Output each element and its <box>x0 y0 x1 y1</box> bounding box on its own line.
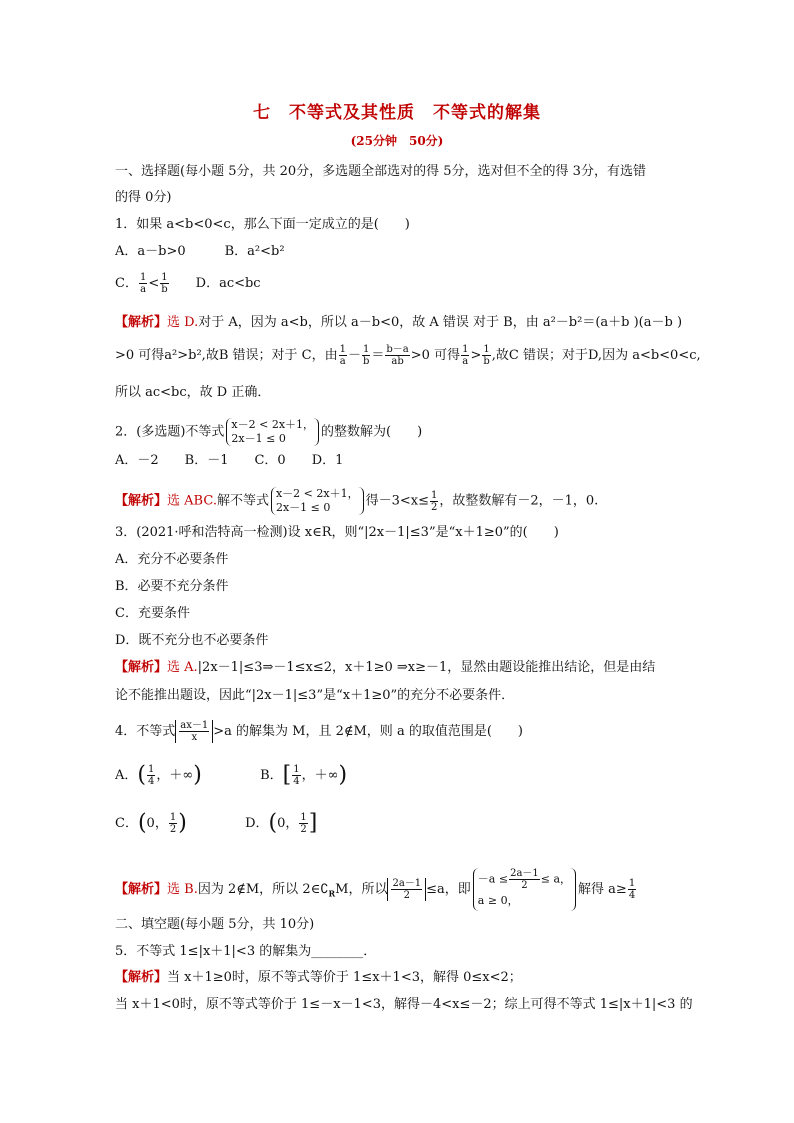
fraction: $\frac{1}{b}$ <box>161 272 168 295</box>
inequality-system: x－2 < 2x＋1， 2x－1 ≤ 0 <box>226 418 319 446</box>
section1-heading: 一、选择题(每小题 5分，共 20分，多选题全部选对的得 5分，选对但不全的得 3分，有选错 <box>115 164 646 179</box>
page-subtitle: (25分钟 50分) <box>350 134 444 148</box>
q2-answer: 【解析】选 ABC.解不等式 x－2 < 2x＋1， 2x－1 ≤ 0 得－3<x≤ $\frac{1}{2}$ ，故整数解有－2，－1，0. <box>115 487 599 514</box>
q1-options-ab: A．a－b>0 B．a²<b² <box>115 244 285 259</box>
answer-choice: 选 D. <box>167 315 199 330</box>
q4-stem: 4．不等式 $\frac{ax-1}{x}$ >a 的解集为 M，且 2∉M，则 a 的取值范围是( ) <box>115 720 523 743</box>
q1-answer-line2: >0 可得a²>b²,故B 错误；对于 C，由 $\frac{1}{a}$ － $\frac{1}{b}$ ＝ $\frac{b-a}{ab}$ >0 可得 $\frac{1}{a}$ > $\frac{1}{b}$ ,故C 错误；对于D,因为 a<b<0<c, <box>115 344 701 367</box>
section1-heading-cont: 的得 0分) <box>115 190 172 205</box>
page-title: 七 不等式及其性质 不等式的解集 <box>253 103 541 123</box>
q4-options-ab: A．( $\frac{1}{4}$ ，＋∞) B．[ $\frac{1}{4}$ ，＋∞) <box>115 762 348 788</box>
q5-answer-line1: 【解析】当 x＋1≥0时，原不等式等价于 1≤x＋1<3，解得 0≤x<2； <box>115 970 522 985</box>
q3-answer-line2: 论不能推出题设，因此“|2x－1|≤3”是“x＋1≥0”的充分不必要条件． <box>115 688 515 703</box>
q5-answer-line2: 当 x＋1<0时，原不等式等价于 1≤－x－1<3，解得－4<x≤－2；综上可得不等式 1≤|x＋1|<3 的 <box>115 997 693 1012</box>
q4-options-cd: C．(0， $\frac{1}{2}$ ) D．(0， $\frac{1}{2}$ ] <box>115 810 318 836</box>
q3-option-d: D．既不充分也不必要条件 <box>115 633 269 648</box>
q3-answer-line1: 【解析】选 A.|2x－1|≤3⇒－1≤x≤2，x＋1≥0 ⇒x≥－1，显然由题设能推出结论，但是由结 <box>115 660 656 675</box>
q1-answer-line3: 所以 ac<bc，故 D 正确． <box>115 385 271 400</box>
q3-option-a: A．充分不必要条件 <box>115 552 229 567</box>
section2-heading: 二、填空题(每小题 5分，共 10分) <box>115 917 315 932</box>
q3-option-b: B．必要不充分条件 <box>115 579 229 594</box>
q2-stem: 2．(多选题)不等式 x－2 < 2x＋1， 2x－1 ≤ 0 的整数解为( ) <box>115 418 423 445</box>
q5-stem: 5．不等式 1≤|x＋1|<3 的解集为________． <box>115 944 377 959</box>
fraction: $\frac{1}{a}$ <box>139 272 147 295</box>
answer-tag: 【解析】 <box>115 315 168 330</box>
q1-answer-line1: 【解析】选 D.对于 A，因为 a<b，所以 a－b<0，故 A 错误 对于 B，由 a²－b²＝(a＋b )(a－b ) <box>115 315 683 330</box>
q2-options: A．－2 B．－1 C．0 D．1 <box>115 453 344 468</box>
q4-answer: 【解析】选 B.因为 2∉M，所以 $2\in∁_RM$，所以 $\frac{2a-1}{2}$ ≤a，即 －a ≤ $\frac{2a-1}{2}$ ≤ a， a ≥ 0， 解得 a≥ $\frac{1}{4}$ <box>115 868 637 911</box>
q3-option-c: C．充要条件 <box>115 606 190 621</box>
q3-stem: 3．(2021·呼和浩特高一检测)设 x∈R，则“|2x－1|≤3”是“x＋1≥0”的( ) <box>115 525 559 540</box>
q1-options-cd: C． $\frac{1}{a}$ < $\frac{1}{b}$ D．ac<bc <box>115 272 261 295</box>
q1-stem: 1．如果 a<b<0<c，那么下面一定成立的是( ) <box>115 217 410 232</box>
